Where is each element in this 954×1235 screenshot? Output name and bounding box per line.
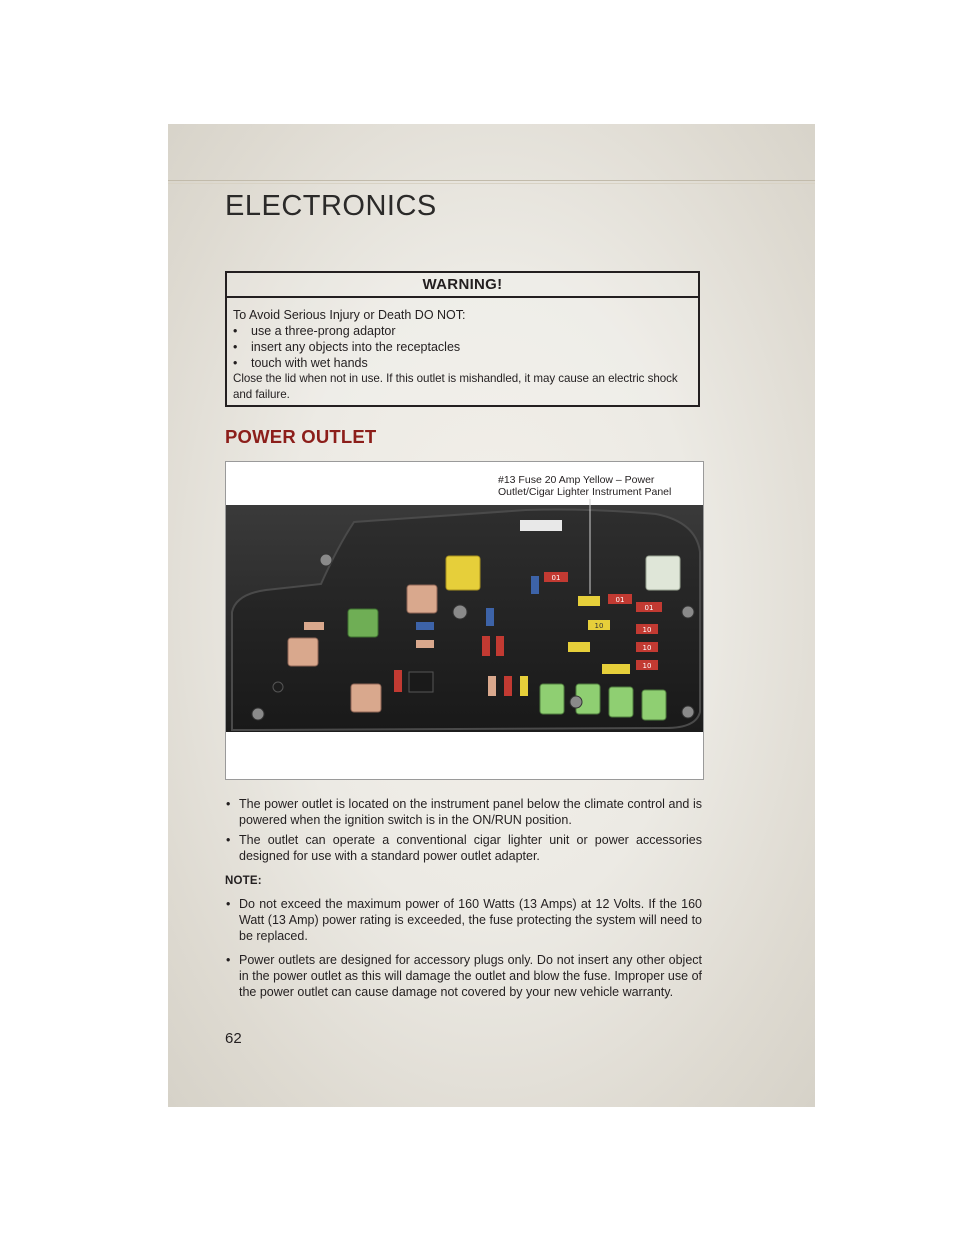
- warning-closing: Close the lid when not in use. If this outlet is mishandled, it may cause an electric shock and failure.: [233, 372, 678, 401]
- section-title: ELECTRONICS: [225, 190, 437, 222]
- tan-fuse-icon: [304, 622, 324, 630]
- warning-box: [225, 271, 700, 407]
- green-relay-icon: [609, 687, 633, 717]
- screw-icon: [570, 696, 582, 708]
- tan-fuse-icon: [488, 676, 496, 696]
- blue-fuse-icon: [416, 622, 434, 630]
- screw-icon: [682, 606, 694, 618]
- blue-fuse-icon: [531, 576, 539, 594]
- warning-item: • insert any objects into the receptacles: [233, 339, 692, 355]
- power-outlet-heading: POWER OUTLET: [225, 426, 377, 447]
- figure-caption: #13 Fuse 20 Amp Yellow – Power Outlet/Cigar Lighter Instrument Panel: [498, 474, 672, 498]
- tan-relay-icon: [407, 585, 437, 613]
- warning-item: • use a three-prong adaptor: [233, 323, 692, 339]
- blue-fuse-icon: [486, 608, 494, 626]
- red-fuse-icon: [496, 636, 504, 656]
- fuse-label: 10: [642, 662, 652, 670]
- header-rule-secondary: [168, 183, 815, 184]
- fuse-box-photo: [226, 462, 704, 780]
- sticker-icon: [520, 520, 562, 531]
- tan-fuse-icon: [416, 640, 434, 648]
- warning-body: [227, 298, 698, 403]
- note-item: • Do not exceed the maximum power of 160 Watts (13 Amps) at 12 Volts. If the 160 Watt (13 Amp) power rating is exceeded, the fuse protecting the system will need to be replaced.: [225, 896, 702, 944]
- green-relay-icon: [540, 684, 564, 714]
- screw-icon: [682, 706, 694, 718]
- fuse-label: 01: [644, 604, 654, 612]
- warning-title: WARNING!: [227, 273, 698, 298]
- yellow-relay-icon: [446, 556, 480, 590]
- screw-icon: [320, 554, 332, 566]
- manual-page: [168, 124, 815, 1107]
- header-rule: [168, 180, 815, 181]
- red-fuse-icon: [482, 636, 490, 656]
- fuse-label: 10: [642, 644, 652, 652]
- yellow-fuse-icon: [602, 664, 630, 674]
- description-item: • The outlet can operate a conventional cigar lighter unit or power accessories designed for use with a standard power outlet adapter.: [225, 832, 702, 864]
- fuse-label: 10: [594, 622, 604, 630]
- tan-relay-icon: [288, 638, 318, 666]
- fuse-label: 10: [642, 626, 652, 634]
- yellow-fuse-icon: [520, 676, 528, 696]
- screw-icon: [252, 708, 264, 720]
- warning-item: • touch with wet hands: [233, 355, 692, 371]
- page-number: 62: [225, 1030, 242, 1047]
- white-relay-icon: [646, 556, 680, 590]
- note-label: NOTE:: [225, 875, 262, 887]
- power-outlet-description: [225, 796, 702, 864]
- red-fuse-icon: [504, 676, 512, 696]
- green-relay-icon: [348, 609, 378, 637]
- tan-relay-icon: [351, 684, 381, 712]
- note-list: [225, 896, 702, 1000]
- green-relay-icon: [642, 690, 666, 720]
- fuse-box-figure: [225, 461, 704, 780]
- connector-icon: [409, 672, 433, 692]
- description-item: • The power outlet is located on the instrument panel below the climate control and is powered when the ignition switch is in the ON/RUN position.: [225, 796, 702, 828]
- warning-list: [233, 323, 692, 371]
- note-item: • Power outlets are designed for accessory plugs only. Do not insert any other object in the power outlet as this will damage the outlet and blow the fuse. Improper use of the power outlet can cause damage not covered by your new vehicle warranty.: [225, 952, 702, 1000]
- screw-icon: [453, 605, 467, 619]
- warning-intro: To Avoid Serious Injury or Death DO NOT:: [233, 308, 466, 322]
- fuse-label: 01: [551, 574, 561, 582]
- fuse-label: 01: [615, 596, 625, 604]
- yellow-fuse-icon: [568, 642, 590, 652]
- red-fuse-icon: [394, 670, 402, 692]
- yellow-fuse-icon: [578, 596, 600, 606]
